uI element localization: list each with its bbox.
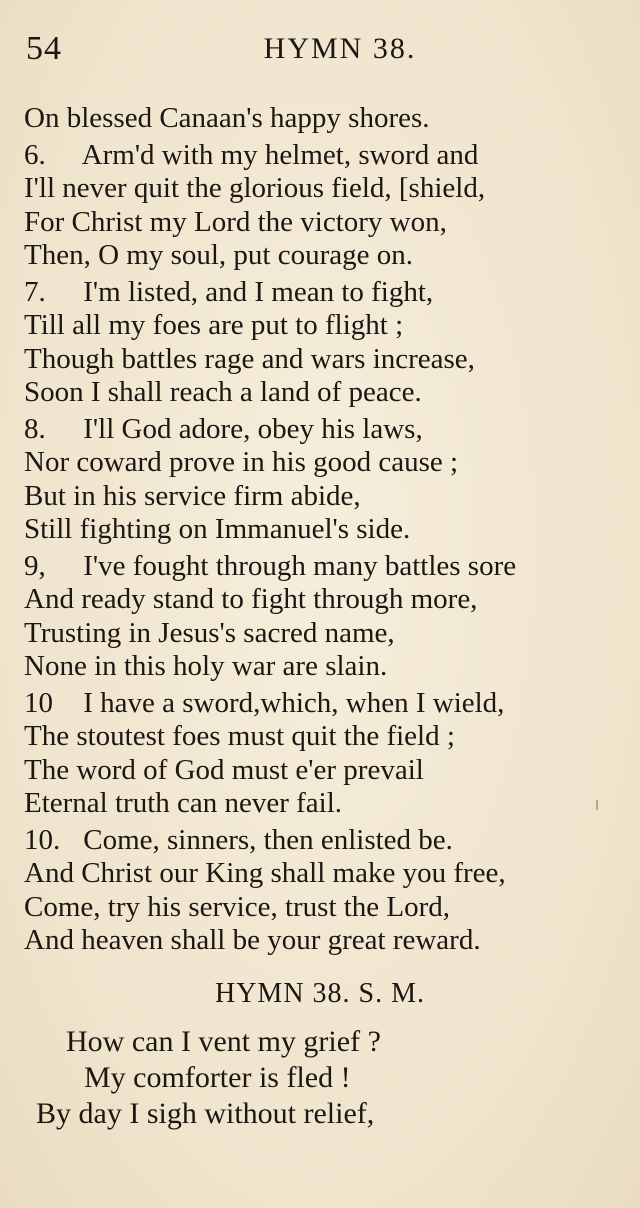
verse: [24, 413, 620, 547]
verse-number: 10: [24, 686, 53, 719]
verse-number: 9,: [24, 549, 46, 582]
next-hymn-title: HYMN 38. S. M.: [214, 978, 426, 1009]
verse-line: I'll never quit the glorious field, [shield,: [24, 172, 486, 204]
page-number: 54: [26, 30, 62, 67]
verse-line: How can I vent my grief ?: [66, 1025, 381, 1058]
verse-line-text: I have a sword,which, when I wield,: [83, 686, 505, 719]
verse-line: Though battles rage and wars increase,: [24, 342, 475, 375]
verse-line: [24, 276, 620, 310]
verse-line: [24, 139, 620, 173]
verse-line: For Christ my Lord the victory won,: [24, 205, 447, 238]
next-hymn-verse: [0, 1024, 640, 1132]
verse-line: The stoutest foes must quit the field ;: [24, 720, 455, 752]
verse-line-text: I'm listed, and I mean to fight,: [83, 275, 434, 308]
page-header: [26, 30, 614, 74]
verse: [24, 276, 620, 410]
verse-line: None in this holy war are slain.: [24, 650, 388, 682]
verse-number: 7.: [24, 275, 46, 308]
verse-line-text: I'll God adore, obey his laws,: [83, 412, 423, 445]
paper-speck: [596, 800, 598, 810]
verse-line: Soon I shall reach a land of peace.: [24, 376, 422, 408]
verse-line: [24, 687, 620, 721]
verse-line: Trusting in Jesus's sacred name,: [24, 616, 395, 649]
verse-line: [24, 413, 620, 447]
verse-number: 10.: [24, 823, 61, 856]
verse-line: Till all my foes are put to flight ;: [24, 309, 404, 341]
verse-line: And ready stand to fight through more,: [24, 583, 478, 615]
verse-line-text: Come, sinners, then enlisted be.: [83, 823, 453, 856]
verse: [24, 687, 620, 821]
continuation-line: On blessed Canaan's happy shores.: [24, 102, 430, 134]
verse-line-text: Arm'd with my helmet, sword and: [81, 138, 479, 171]
verse-line: The word of God must e'er prevail: [24, 753, 424, 786]
verse-line: And Christ our King shall make you free,: [24, 857, 506, 889]
verse-line: By day I sigh without relief,: [36, 1097, 375, 1130]
verse-line: And heaven shall be your great reward.: [24, 924, 481, 956]
verse-line: Still fighting on Immanuel's side.: [24, 513, 411, 545]
verse-line: Eternal truth can never fail.: [24, 787, 343, 819]
verse: [24, 824, 620, 958]
verse-number: 8.: [24, 412, 46, 445]
verse-line: My comforter is fled !: [84, 1061, 351, 1094]
verse-line: But in his service firm abide,: [24, 479, 361, 512]
verse-line: [24, 824, 620, 858]
verse: [24, 550, 620, 684]
hymn-body: [24, 102, 620, 958]
verse-line: Nor coward prove in his good cause ;: [24, 446, 459, 478]
verse-line-text: I've fought through many battles sore: [83, 549, 517, 582]
verse-line: [24, 550, 620, 584]
verse-line: Come, try his service, trust the Lord,: [24, 890, 451, 923]
verse-number: 6.: [24, 138, 46, 171]
verse: [24, 139, 620, 273]
verse-line: Then, O my soul, put courage on.: [24, 239, 414, 271]
running-head: HYMN 38.: [263, 32, 417, 65]
